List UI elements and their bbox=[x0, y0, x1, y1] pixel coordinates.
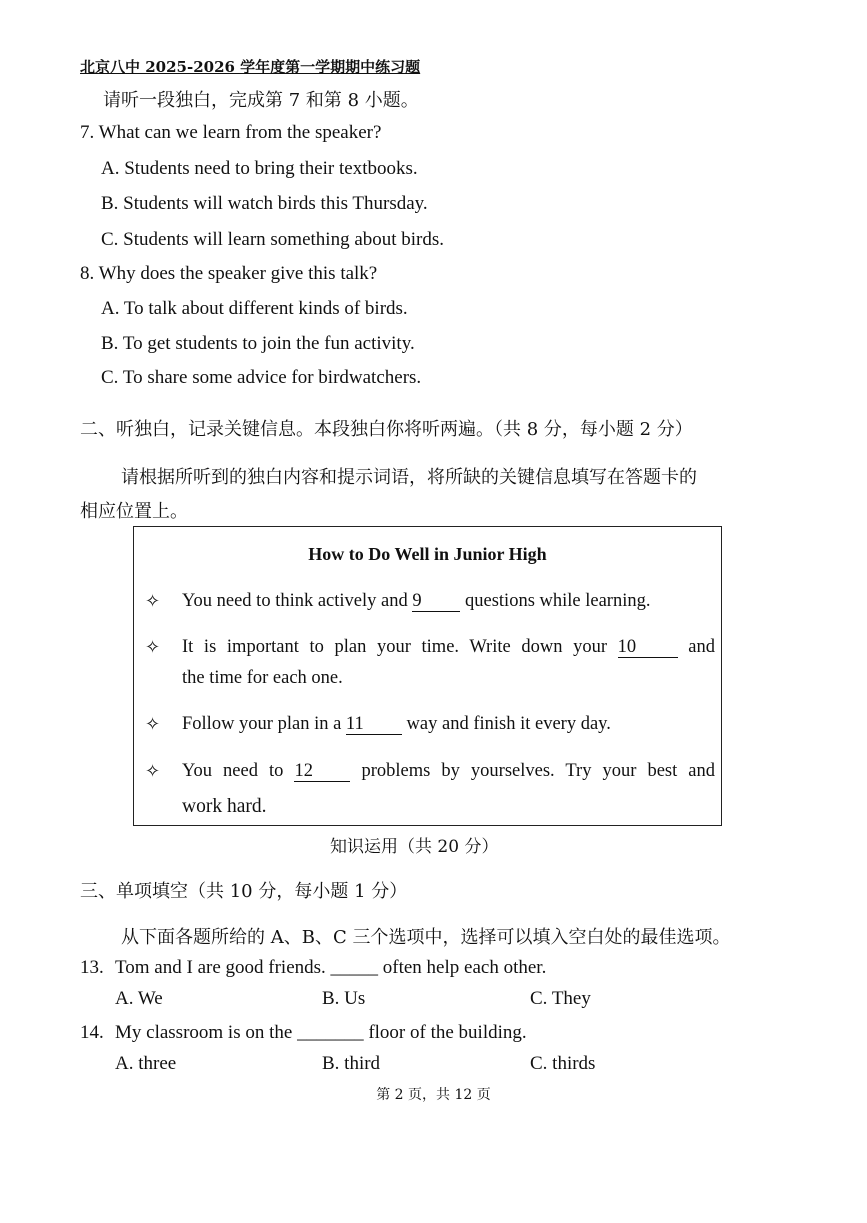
q14-option-a: A. three bbox=[115, 1053, 177, 1074]
item9-before: You need to think actively and bbox=[182, 591, 408, 611]
item12-before: You need to bbox=[182, 761, 284, 781]
q8-option-a: A. To talk about different kinds of birds. bbox=[101, 298, 408, 319]
section-3-heading: 三、单项填空（共 10 分，每小题 1 分） bbox=[80, 881, 408, 902]
star-icon: ✧ bbox=[145, 591, 161, 612]
q8-option-b: B. To get students to join the fun activity. bbox=[101, 333, 415, 354]
q13-option-a: A. We bbox=[115, 988, 163, 1009]
q7-option-c: C. Students will learn something about birds. bbox=[101, 229, 445, 250]
note-item-9 bbox=[182, 591, 693, 612]
instruction-q7-q8: 请听一段独白，完成第 7 和第 8 小题。 bbox=[103, 90, 419, 111]
blank-12: 12 bbox=[294, 761, 350, 782]
section-2-heading: 二、听独白，记录关键信息。本段独白你将听两遍。（共 8 分，每小题 2 分） bbox=[80, 419, 693, 440]
q13-option-c: C. They bbox=[530, 988, 591, 1009]
star-icon: ✧ bbox=[145, 714, 161, 735]
q7-option-b: B. Students will watch birds this Thursday. bbox=[101, 193, 428, 214]
note-box-title: How to Do Well in Junior High bbox=[308, 544, 547, 564]
note-item-11 bbox=[182, 714, 693, 735]
blank-10: 10 bbox=[618, 637, 678, 658]
q7-option-a: A. Students need to bring their textbooks. bbox=[101, 158, 418, 179]
section-3-instruction: 从下面各题所给的 A、B、C 三个选项中，选择可以填入空白处的最佳选项。 bbox=[121, 927, 731, 948]
item12-line2: work hard. bbox=[182, 796, 267, 817]
question-7: 7. What can we learn from the speaker? bbox=[80, 122, 382, 143]
page-number: 第 2 页，共 12 页 bbox=[376, 1087, 491, 1103]
q8-option-c: C. To share some advice for birdwatchers. bbox=[101, 367, 422, 388]
knowledge-section-title: 知识运用（共 20 分） bbox=[330, 837, 499, 857]
question-14-number: 14. bbox=[80, 1022, 104, 1043]
q14-option-b: B. third bbox=[322, 1053, 381, 1074]
note-item-12 bbox=[182, 761, 715, 782]
blank-9: 9 bbox=[412, 591, 460, 612]
question-13: Tom and I are good friends. _____ often help each other. bbox=[115, 957, 547, 978]
q14-option-c: C. thirds bbox=[530, 1053, 596, 1074]
item10-after: and bbox=[688, 637, 716, 657]
item10-before: It is important to plan your time. Write down your bbox=[182, 637, 608, 657]
blank-11: 11 bbox=[346, 714, 402, 735]
note-box bbox=[133, 526, 722, 826]
item9-after: questions while learning. bbox=[465, 591, 651, 611]
section-2-instruction-line2: 相应位置上。 bbox=[80, 501, 188, 522]
note-item-10 bbox=[182, 637, 715, 658]
q13-option-b: B. Us bbox=[322, 988, 366, 1009]
star-icon: ✧ bbox=[145, 637, 161, 658]
star-icon: ✧ bbox=[145, 761, 161, 782]
question-14: My classroom is on the _______ floor of the building. bbox=[115, 1022, 527, 1043]
item11-after: way and finish it every day. bbox=[406, 714, 611, 734]
question-13-number: 13. bbox=[80, 957, 104, 978]
item12-after: problems by yourselves. Try your best and bbox=[361, 761, 715, 781]
question-8: 8. Why does the speaker give this talk? bbox=[80, 263, 378, 284]
item11-before: Follow your plan in a bbox=[182, 714, 342, 734]
section-2-instruction-line1: 请根据所听到的独白内容和提示词语，将所缺的关键信息填写在答题卡的 bbox=[121, 467, 697, 488]
item10-line2: the time for each one. bbox=[182, 668, 343, 688]
page-header: 北京八中 2025-2026 学年度第一学期期中练习题 bbox=[80, 58, 421, 76]
